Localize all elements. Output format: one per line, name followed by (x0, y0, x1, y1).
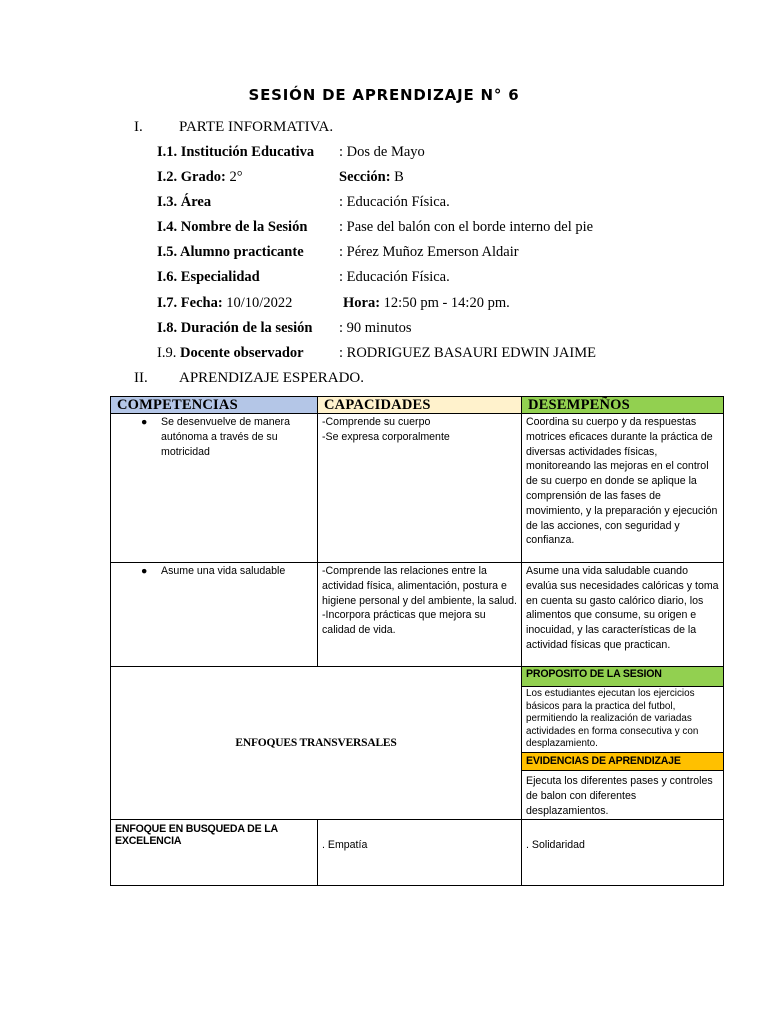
info-number: I.9. (157, 345, 177, 361)
info-row-hora (343, 295, 510, 312)
info-number: I.2. (157, 169, 178, 185)
info-label: Grado: (180, 169, 226, 185)
capacidad-item: -Comprende su cuerpo (322, 416, 431, 428)
info-value-fecha: 10/10/2022 (226, 295, 293, 311)
info-row-seccion (339, 169, 404, 186)
section-1-number: I. (134, 119, 143, 135)
info-value-docente: : RODRIGUEZ BASAURI EDWIN JAIME (339, 345, 596, 361)
learning-table (110, 396, 724, 886)
info-label: Duración de la sesión (180, 320, 313, 336)
bullet-icon: ● (141, 565, 148, 577)
section-2-number: II. (134, 370, 148, 386)
capacidades-cell (318, 563, 522, 667)
header-desempenos: DESEMPEÑOS (522, 397, 724, 414)
info-number: I.6. (157, 269, 178, 285)
info-row-institucion (157, 144, 314, 161)
section-1-title: PARTE INFORMATIVA. (179, 119, 334, 135)
evidencias-label: EVIDENCIAS DE APRENDIZAJE (522, 752, 724, 770)
proposito-text: Los estudiantes ejecutan los ejercicios básicos para la practica del futbol, permitiendo la realización de variadas actividades en forma consecutiva y con desplazamiento. (522, 687, 724, 753)
info-label: Sección: (339, 169, 391, 185)
table-row (111, 667, 724, 687)
info-label: Fecha: (180, 295, 223, 311)
info-label: Especialidad (180, 269, 260, 285)
competencia-cell (111, 563, 318, 667)
header-capacidades: CAPACIDADES (318, 397, 522, 414)
table-header-row (111, 397, 724, 414)
info-row-especialidad (157, 269, 260, 286)
enfoque-excelencia-label: ENFOQUE EN BUSQUEDA DE LA EXCELENCIA (111, 820, 318, 886)
info-label: Hora: (343, 295, 381, 311)
info-number: I.7. (157, 295, 178, 311)
enfoques-transversales-label: ENFOQUES TRANSVERSALES (235, 736, 397, 749)
info-row-nombre-sesion (157, 219, 307, 236)
header-competencias: COMPETENCIAS (111, 397, 318, 414)
evidencias-text: Ejecuta los diferentes pases y controles de balon con diferentes desplazamientos. (522, 770, 724, 819)
capacidad-item: -Comprende las relaciones entre la actividad física, alimentación, postura e higiene personal y del ambiente, la salud. (322, 565, 517, 607)
document-title: SESIÓN DE APRENDIZAJE N° 6 (248, 86, 520, 104)
info-label: Institución Educativa (180, 144, 315, 160)
info-value-grado: 2° (229, 169, 243, 185)
competencia-cell (111, 414, 318, 563)
proposito-label: PROPOSITO DE LA SESION (522, 667, 724, 687)
bullet-icon: ● (141, 416, 148, 428)
info-number: I.3. (157, 194, 178, 210)
table-row (111, 414, 724, 563)
info-label: Nombre de la Sesión (180, 219, 308, 235)
info-label: Alumno practicante (179, 244, 304, 260)
enfoque-value-empatia: . Empatía (318, 820, 522, 886)
enfoque-value-solidaridad: . Solidaridad (522, 820, 724, 886)
table-row (111, 820, 724, 886)
table-row (111, 563, 724, 667)
info-value-duracion: : 90 minutos (339, 320, 412, 336)
info-row-area (157, 194, 211, 211)
desempeno-cell: Asume una vida saludable cuando evalúa sus necesidades calóricas y toma en cuenta su gasto calórico diario, los alimentos que consume, su origen e inocuidad, y las características de la actividad físicas que practican. (522, 563, 724, 667)
info-value-especialidad: : Educación Física. (339, 269, 450, 285)
competencia-text: Se desenvuelve de manera autónoma a través de su motricidad (161, 416, 290, 458)
info-value-nombre-sesion: : Pase del balón con el borde interno del pie (339, 219, 594, 235)
competencia-text: Asume una vida saludable (161, 565, 286, 577)
info-label: Área (180, 194, 212, 210)
info-value-area: : Educación Física. (339, 194, 450, 210)
capacidad-item: -Incorpora prácticas que mejora su calidad de vida. (322, 609, 486, 637)
info-value-seccion: B (394, 169, 404, 185)
info-row-alumno (157, 244, 304, 261)
info-row-docente (157, 345, 304, 362)
info-number: I.8. (157, 320, 178, 336)
section-2-title: APRENDIZAJE ESPERADO. (179, 370, 365, 386)
info-number: I.5. (157, 244, 178, 260)
info-label: Docente observador (179, 345, 304, 361)
enfoques-transversales-cell (111, 667, 522, 820)
info-row-grado (157, 169, 243, 186)
info-value-alumno: : Pérez Muñoz Emerson Aldair (339, 244, 519, 260)
capacidades-cell (318, 414, 522, 563)
desempeno-cell: Coordina su cuerpo y da respuestas motrices eficaces durante la práctica de diversas actividades físicas, monitoreando las mejoras en el control de su cuerpo en donde se aplique la comprensión de las fases de movimiento, y la preparación y ejecución de las acciones, con seguridad y confianza. (522, 414, 724, 563)
info-row-duracion (157, 320, 313, 337)
info-row-fecha (157, 295, 292, 312)
info-number: I.1. (157, 144, 178, 160)
info-value-hora: 12:50 pm - 14:20 pm. (383, 295, 510, 311)
info-number: I.4. (157, 219, 178, 235)
capacidad-item: -Se expresa corporalmente (322, 430, 450, 443)
info-value-institucion: : Dos de Mayo (339, 144, 425, 160)
